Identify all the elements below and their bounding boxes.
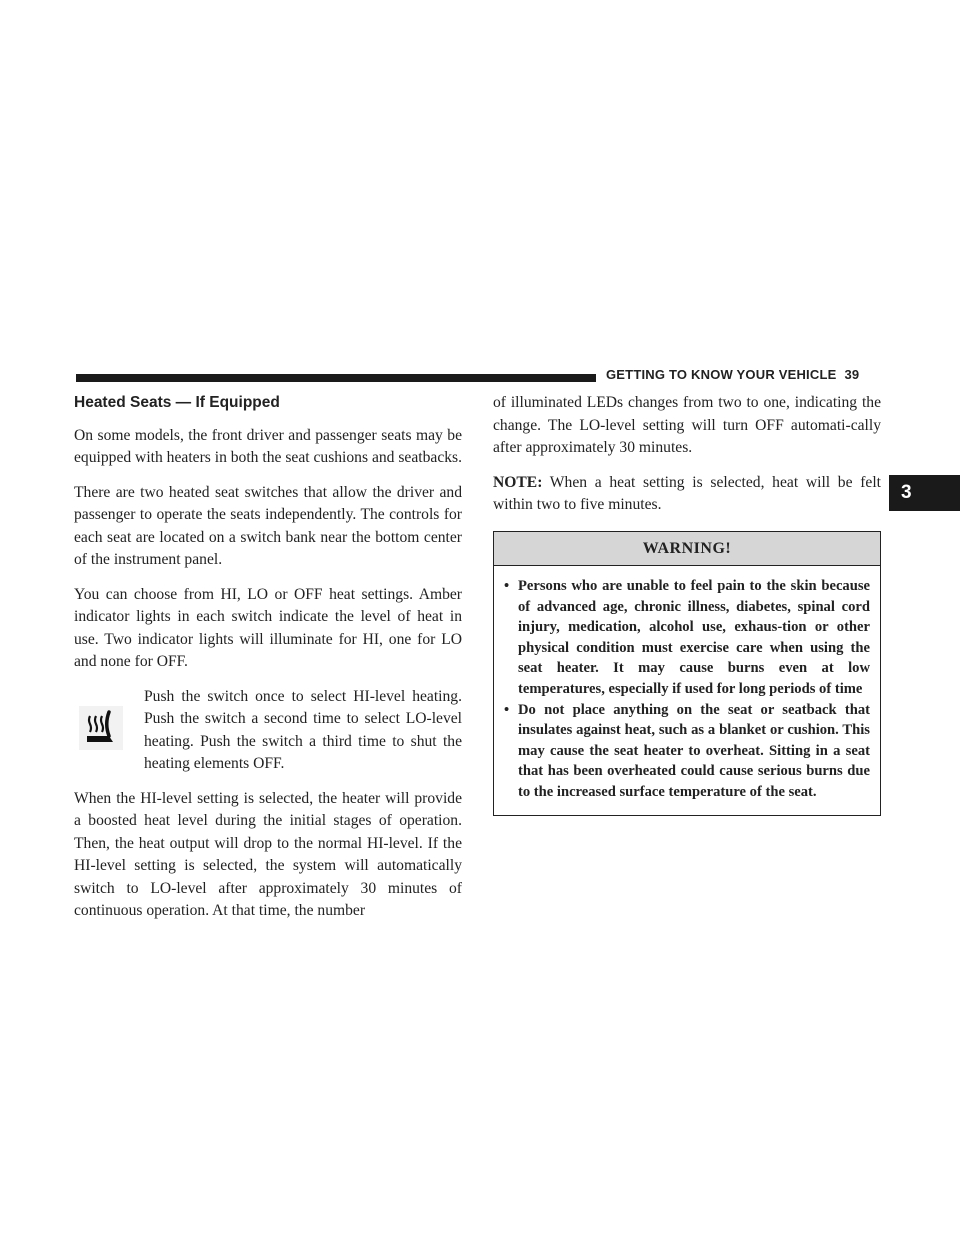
warning-title: WARNING! [494,532,880,567]
paragraph: There are two heated seat switches that allow the driver and passenger to operate the seats independently. The controls for each seat are located on a switch bank near the bottom center of the instrument panel. [74,483,462,568]
heated-seat-icon [74,698,128,758]
section-heading: Heated Seats — If Equipped [74,394,280,411]
paragraph: of illuminated LEDs changes from two to one, indicating the change. The LO-level setting will turn OFF automati-cally after approximately 30 minutes. [493,394,881,456]
paragraph: When the HI-level setting is selected, the heater will provide a boosted heat level during the initial stages of operation. Then, the heat output will drop to the normal HI-level. If the HI-level setting is selected, the system will automatically switch to LO-level after approximately 30 minutes of continuous operation. At that time, the number [74,789,462,919]
paragraph: You can choose from HI, LO or OFF heat settings. Amber indicator lights in each switch indicate the level of heat in use. Two indicator lights will illuminate for HI, one for LO and none for OFF. [74,585,462,670]
icon-paragraph [74,686,462,776]
section-title: GETTING TO KNOW YOUR VEHICLE [606,367,837,382]
note-label: NOTE: [493,473,543,491]
paragraph: Push the switch once to select HI-level heating. Push the switch a second time to select LO-level heating. Push the switch a third time to shut the heating elements OFF. [144,687,462,772]
note-text: When a heat setting is selected, heat will be felt within two to five minutes. [493,473,881,513]
note-paragraph [493,472,881,517]
left-column [74,392,462,935]
page-number: 39 [844,367,860,382]
warning-list [494,566,880,815]
paragraph: On some models, the front driver and passenger seats may be equipped with heaters in both the seat cushions and seatbacks. [74,426,463,466]
running-header [606,367,859,382]
warning-item: • Do not place anything on the seat or seatback that insulates against heat, such as a blanket or cushion. This may cause the seat heater to overheat. Sitting in a seat that has been overheated could cause serious burns due to the increased surface temperature of the seat. [504,700,870,803]
warning-box [493,531,881,816]
warning-item: • Persons who are unable to feel pain to the skin because of advanced age, chronic illness, diabetes, spinal cord injury, medication, alcohol use, exhaus-tion or other physical condition must exercise care when using the seat heater. It may cause burns even at low temperatures, especially if used for long periods of time [504,576,870,700]
chapter-tab: 3 [889,475,960,511]
right-column [493,392,881,816]
header-rule [76,374,596,382]
